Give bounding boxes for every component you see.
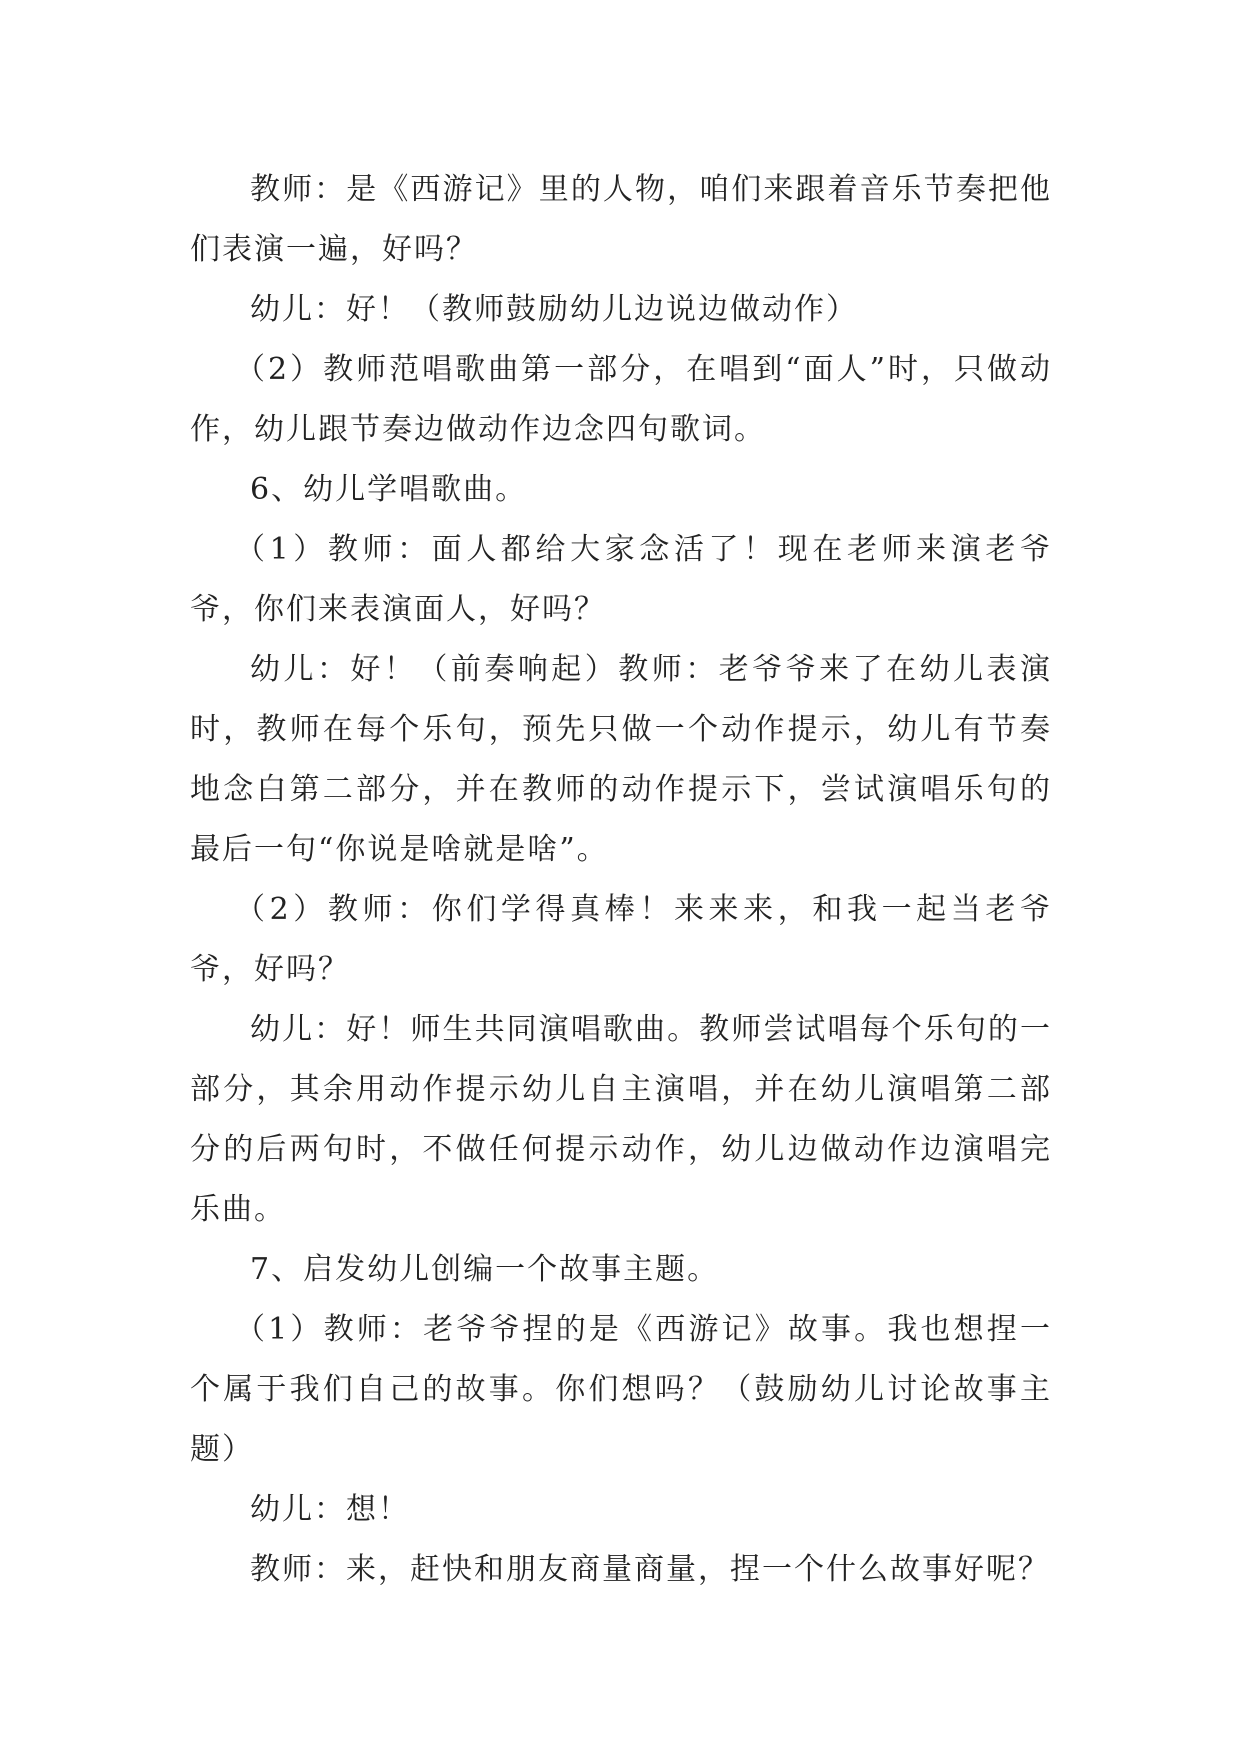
paragraph-step-1-teacher: （1）教师：面人都给大家念活了！现在老师来演老爷爷，你们来表演面人，好吗？ — [190, 532, 1052, 627]
paragraph-child-response: 幼儿：好！（教师鼓励幼儿边说边做动作） — [250, 292, 858, 327]
paragraph-step-1-story: （1）教师：老爷爷捏的是《西游记》故事。我也想捏一个属于我们自己的故事。你们想吗？（鼓励幼儿讨论故事主题） — [190, 1312, 1052, 1467]
paragraph-child-prelude: 幼儿：好！（前奏响起）教师：老爷爷来了在幼儿表演时，教师在每个乐句，预先只做一个动作提示，幼儿有节奏地念白第二部分，并在教师的动作提示下，尝试演唱乐句的最后一句“你说是啥就是啥”。 — [190, 652, 1052, 867]
paragraph-teacher-xiyouji: 教师：是《西游记》里的人物，咱们来跟着音乐节奏把他们表演一遍，好吗？ — [190, 172, 1052, 267]
paragraph-child-sing-together: 幼儿：好！师生共同演唱歌曲。教师尝试唱每个乐句的一部分，其余用动作提示幼儿自主演唱，并在幼儿演唱第二部分的后两句时，不做任何提示动作，幼儿边做动作边演唱完乐曲。 — [190, 1012, 1052, 1227]
paragraph-child-want: 幼儿：想！ — [250, 1492, 410, 1527]
section-heading-7: 7、启发幼儿创编一个故事主题。 — [250, 1252, 720, 1287]
paragraph-step-2-teacher: （2）教师：你们学得真棒！来来来，和我一起当老爷爷，好吗？ — [190, 892, 1052, 987]
document-body — [190, 160, 1052, 1600]
paragraph-step-2-demo: （2）教师范唱歌曲第一部分，在唱到“面人”时，只做动作，幼儿跟节奏边做动作边念四句歌词。 — [190, 352, 1052, 447]
paragraph-teacher-discuss: 教师：来，赶快和朋友商量商量，捏一个什么故事好呢？ — [250, 1552, 1050, 1587]
section-heading-6: 6、幼儿学唱歌曲。 — [250, 472, 528, 507]
